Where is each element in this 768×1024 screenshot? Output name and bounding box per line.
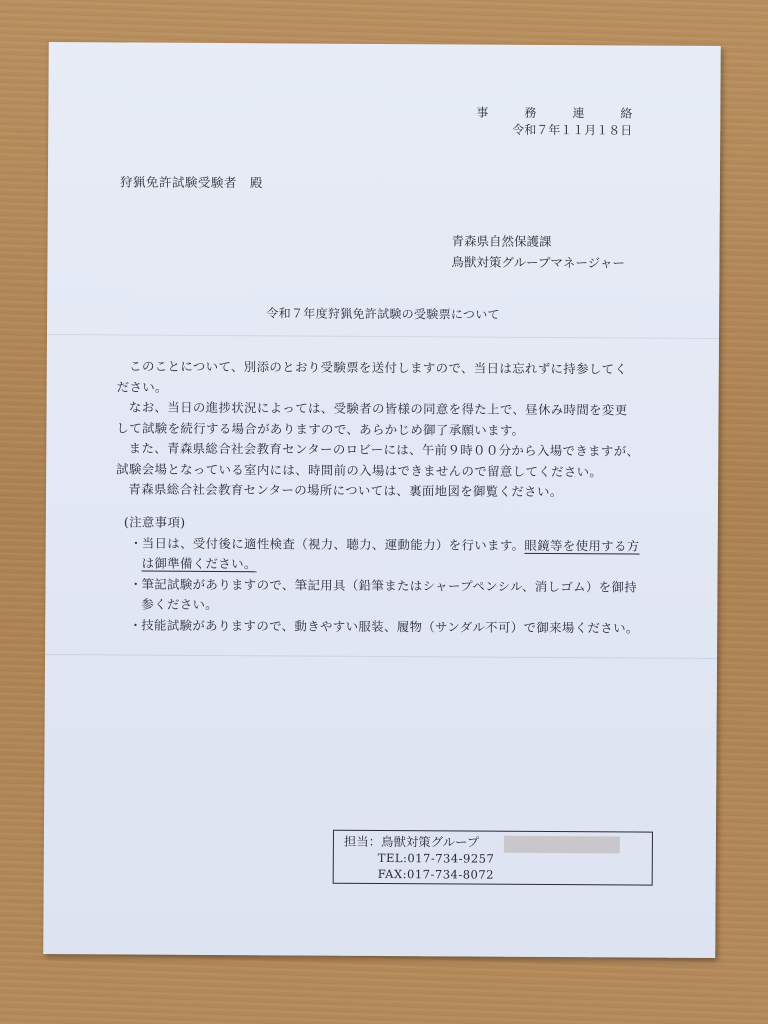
contact-box (333, 830, 653, 886)
addressee: 狩猟免許試験受験者 殿 (119, 174, 263, 191)
bullet-mark: ・ (129, 616, 143, 633)
note-text: 筆記試験がありますので、筆記用具（鉛筆またはシャープペンシル、消しゴム）を御持参ください。 (141, 576, 638, 613)
note-item (117, 574, 647, 618)
body-line: なお、当日の進捗状況によっては、受験者の皆様の同意を得た上で、昼休み時間を変更 (128, 399, 628, 418)
contact-tel: TEL:017-734-9257 (377, 850, 495, 866)
notes-heading: (注意事項) (123, 514, 186, 530)
document-header (476, 105, 645, 140)
body-line: 青森県総合社会教育センターの場所については、裏面地図を御覧ください。 (128, 481, 563, 500)
sender-role: 鳥獣対策グループマネージャー (451, 254, 626, 271)
body-line: 試験会場となっている室内には、時間前の入場はできませんので留意してください。 (116, 460, 603, 479)
sender-org: 青森県自然保護課 (451, 233, 552, 250)
bullet-mark: ・ (129, 534, 143, 551)
bullet-mark: ・ (129, 575, 143, 592)
body-line: して試験を続行する場合がありますので、あらかじめ御了承願います。 (116, 419, 525, 438)
fold-line-upper (47, 334, 719, 339)
notes-list (117, 533, 648, 639)
document-subject: 令和７年度狩猟免許試験の受験票について (266, 306, 500, 322)
note-text: 技能試験がありますので、動きやすい服装、履物（サンダル不可）で御来場ください。 (141, 617, 639, 636)
contact-fax: FAX:017-734-8072 (377, 866, 495, 882)
fold-line-lower (45, 654, 717, 659)
note-item (118, 533, 648, 577)
body-text (116, 356, 649, 503)
document-date: 令和７年１１月１８日 (512, 122, 633, 138)
contact-label: 担当：鳥獣対策グループ (343, 833, 480, 850)
notes-section (117, 512, 648, 638)
note-item (117, 615, 647, 639)
contact-info (344, 834, 495, 883)
body-line: ださい。 (116, 378, 168, 395)
document-type: 事 務 連 絡 (476, 105, 645, 121)
redacted-name-block (504, 836, 620, 854)
sender-block (451, 230, 625, 273)
body-line: また、青森県総合社会教育センターのロビーには、午前９時００分から入場できますが、 (128, 440, 640, 459)
note-text: 当日は、受付後に適性検査（視力、聴力、運動能力）を行います。 (141, 535, 525, 553)
note-underlined-text: 眼鏡等を使用する方は御準備ください。 (141, 537, 640, 572)
body-line: このことについて、別添のとおり受験票を送付しますので、当日は忘れずに持参してく (129, 358, 628, 377)
document-sheet (43, 42, 721, 958)
